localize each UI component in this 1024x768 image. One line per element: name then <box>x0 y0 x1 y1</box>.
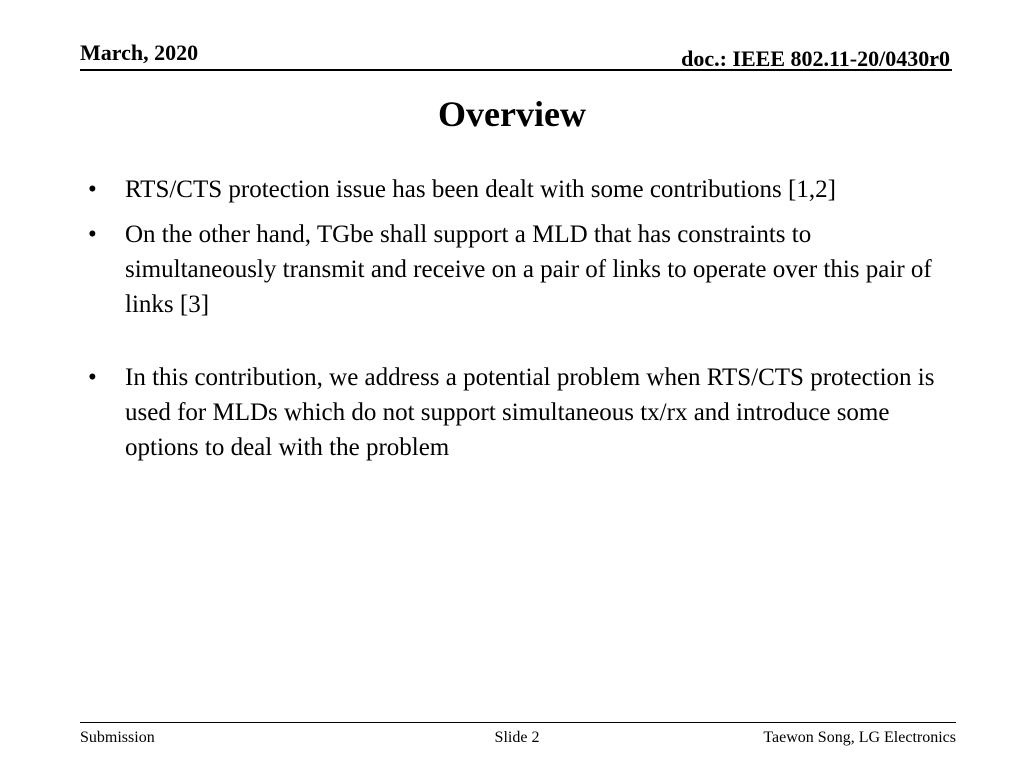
bullet-item <box>84 217 964 322</box>
bullet-icon: • <box>88 176 97 203</box>
bullet-item <box>84 172 964 207</box>
slide-title: Overview <box>438 94 586 134</box>
footer-author: Taewon Song, LG Electronics <box>763 729 956 746</box>
bullet-icon: • <box>88 221 97 248</box>
header-date: March, 2020 <box>80 40 199 65</box>
header-doc-id: doc.: IEEE 802.11-20/0430r0 <box>681 46 950 71</box>
bullet-icon: • <box>88 364 97 391</box>
bullet-text: On the other hand, TGbe shall support a MLD that has constraints to simultaneously transmit and receive on a pair of links to operate over this pair of links [3] <box>125 221 932 318</box>
bullet-item <box>84 360 964 465</box>
bullet-text: In this contribution, we address a potential problem when RTS/CTS protection is used for MLDs which do not support simultaneous tx/rx and introduce some options to deal with the problem <box>125 364 935 461</box>
header-divider <box>80 69 952 71</box>
bullet-list <box>84 172 964 475</box>
bullet-text: RTS/CTS protection issue has been dealt with some contributions [1,2] <box>125 176 836 203</box>
footer-submission: Submission <box>80 729 155 746</box>
footer-divider <box>80 722 956 723</box>
footer-slide-number: Slide 2 <box>494 729 540 746</box>
